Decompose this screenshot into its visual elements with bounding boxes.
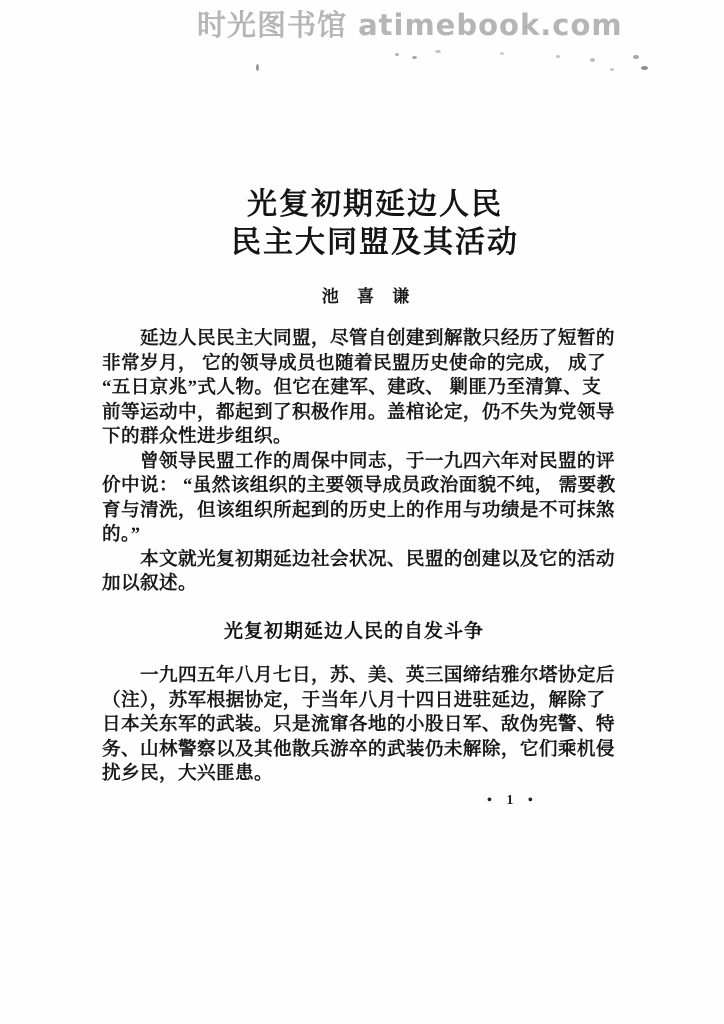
text-line: 曾领导民盟工作的周保中同志，于一九四六年对民盟的评 (140, 450, 615, 472)
text-line: 价中说： “虽然该组织的主要领导成员政治面貌不纯， 需要教 (102, 475, 616, 496)
text-line: 育与清洗，但该组织所起到的历史上的作用与功绩是不可抹煞 (102, 499, 615, 521)
text-line: 下的群众性进步组织。 (102, 426, 292, 447)
page-number: • 1 • (487, 793, 533, 808)
title-line-1: 光复初期延边人民 (247, 188, 503, 221)
watermark-text: 时光图书馆 atimebook.com (197, 8, 623, 42)
text-line: 的。” (102, 524, 141, 545)
text-line: 本文就光复初期延边社会状况、民盟的创建以及它的活动 (140, 548, 615, 570)
scan-speck (395, 53, 399, 56)
title-line-2: 民主大同盟及其活动 (231, 226, 519, 259)
scan-speck (590, 58, 595, 62)
scan-speck (610, 68, 614, 71)
text-line: 务、山林警察以及其他散兵游卒的武装仍未解除，它们乘机侵 (102, 738, 615, 760)
intro-text-block (102, 327, 626, 597)
text-line: “五日京兆”式人物。但它在建军、建政、 剿匪乃至清算、支 (102, 377, 602, 398)
section-text-block (102, 664, 626, 787)
scan-speck (435, 50, 441, 53)
article-title (0, 186, 724, 262)
section-heading: 光复初期延边人民的自发斗争 (223, 621, 484, 642)
scan-speck (256, 64, 259, 71)
scan-speck (556, 55, 560, 58)
text-line: 扰乡民，大兴匪患。 (102, 763, 273, 784)
scan-speck (641, 66, 648, 70)
author-name: 池 喜 谦 (321, 287, 417, 306)
text-line: 加以叙述。 (102, 573, 197, 594)
scan-speck (633, 55, 639, 59)
text-line: 一九四五年八月七日，苏、美、英三国缔结雅尔塔协定后 (140, 665, 615, 686)
text-line: 非常岁月， 它的领导成员也随着民盟历史使命的完成， 成了 (102, 352, 606, 374)
text-line: 延边人民民主大同盟，尽管自创建到解散只经历了短暂的 (140, 328, 615, 349)
text-line: （注），苏军根据协定，于当年八月十四日进驻延边，解除了 (102, 689, 606, 711)
scan-speck (412, 56, 417, 59)
scan-speck (500, 52, 504, 55)
text-line: 日本关东军的武装。只是流窜各地的小股日军、敌伪宪警、特 (102, 714, 615, 735)
text-line: 前等运动中，都起到了积极作用。盖棺论定，仍不失为党领导 (102, 401, 615, 423)
